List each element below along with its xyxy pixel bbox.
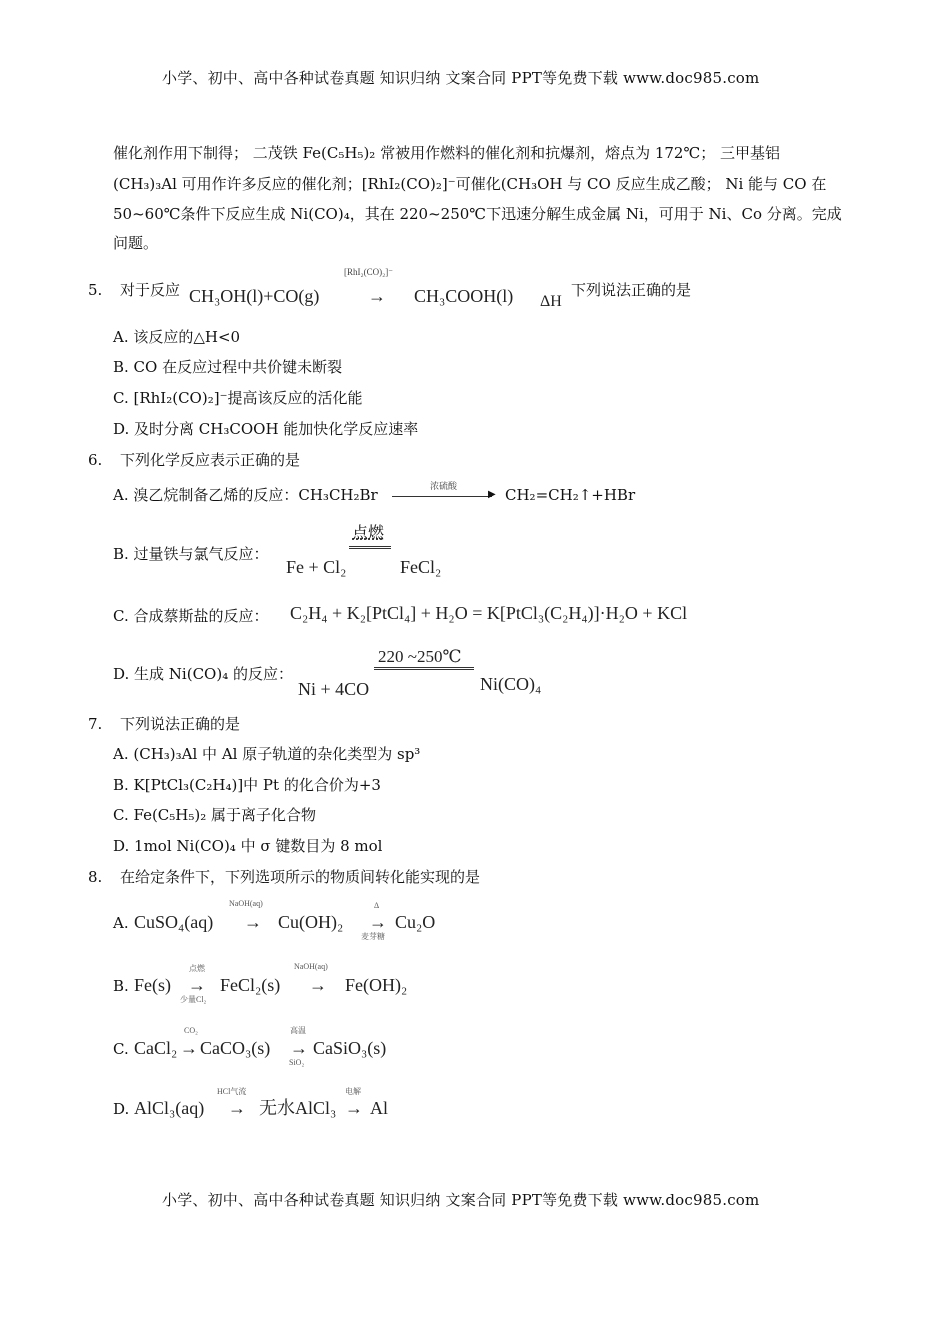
q5-option-d: D. 及时分离 CH₃COOH 能加快化学反应速率: [113, 420, 419, 438]
intro-line-2: (CH₃)₃Al 可用作许多反应的催化剂；[RhI₂(CO)₂]⁻可催化(CH₃OH 与 CO 反应生成乙酸； Ni 能与 CO 在: [113, 175, 827, 193]
q8-option-d-arrow1: →: [228, 1098, 246, 1118]
q6-number: 6.: [88, 451, 103, 469]
page-footer: 小学、初中、高中各种试卷真题 知识归纳 文案合同 PPT等免费下载 www.doc985.com: [162, 1191, 760, 1209]
q6-option-d-right: Ni(CO)₄: [480, 674, 542, 694]
q7-number: 7.: [88, 715, 103, 733]
q5-option-c: C. [RhI₂(CO)₂]⁻提高该反应的活化能: [113, 389, 363, 407]
q8-option-a-label: A.: [113, 914, 129, 932]
q8-option-b-arrow1: →: [188, 975, 206, 995]
q7-option-a: A. (CH₃)₃Al 中 Al 原子轨道的杂化类型为 sp³: [113, 745, 421, 763]
q5-catalyst: [RhI₂(CO)₂]⁻: [344, 267, 394, 277]
q5-stem-suffix: 下列说法正确的是: [571, 281, 692, 299]
q5-eq-right: CH₃COOH(l): [414, 286, 514, 306]
q6-option-d-left: Ni + 4CO: [298, 679, 370, 699]
q6-stem: 下列化学反应表示正确的是: [120, 451, 301, 469]
q8-number: 8.: [88, 868, 103, 886]
q5-option-b: B. CO 在反应过程中共价键未断裂: [113, 358, 343, 376]
q8-option-b-s3: Fe(OH)₂: [345, 975, 408, 995]
q6-option-c-equation: C₂H₄ + K₂[PtCl₄] + H₂O = K[PtCl₃(C₂H₄)]·H₂O + KCl: [290, 603, 688, 623]
q8-option-b-label: B.: [113, 977, 129, 995]
q7-option-c: C. Fe(C₅H₅)₂ 属于离子化合物: [113, 806, 317, 824]
q8-option-a-s1: CuSO₄(aq): [134, 912, 214, 932]
q6-option-a-product: CH₂=CH₂↑+HBr: [505, 486, 636, 504]
q8-option-d-arrow2: →: [345, 1098, 363, 1118]
q6-option-a-arrow-head: ▶: [488, 489, 496, 500]
q8-option-b-c2: NaOH(aq): [294, 962, 328, 971]
q8-option-b-s2: FeCl₂(s): [220, 975, 281, 995]
q8-option-a-s3: Cu₂O: [395, 912, 436, 932]
q8-option-a-c2-bottom: 麦芽糖: [361, 932, 385, 941]
q8-option-d-s1: AlCl₃(aq): [134, 1098, 205, 1118]
q6-option-a-arrow-line: [392, 496, 492, 497]
q8-option-b-s1: Fe(s): [134, 975, 171, 995]
q8-option-c-s1: CaCl₂: [134, 1038, 178, 1058]
q8-option-a-s2: Cu(OH)₂: [278, 912, 344, 932]
q5-option-a: A. 该反应的△H<0: [113, 328, 241, 346]
q8-option-c-arrow2: →: [290, 1038, 308, 1058]
intro-line-1: 催化剂作用下制得； 二茂铁 Fe(C₅H₅)₂ 常被用作燃料的催化剂和抗爆剂，熔点为 172℃； 三甲基铝: [113, 144, 781, 162]
q6-option-b-left: Fe + Cl₂: [286, 557, 347, 577]
q6-option-a-label: A. 溴乙烷制备乙烯的反应：CH₃CH₂Br: [113, 486, 378, 504]
q6-option-d-condition: 220 ~250℃: [378, 647, 462, 666]
q6-option-b-condition: 点燃: [352, 523, 385, 542]
q6-option-b-right: FeCl₂: [400, 557, 442, 577]
q7-option-b: B. K[PtCl₃(C₂H₄)]中 Pt 的化合价为+3: [113, 776, 381, 794]
q8-stem: 在给定条件下，下列选项所示的物质间转化能实现的是: [120, 868, 481, 886]
q8-option-a-c1: NaOH(aq): [229, 899, 263, 908]
q8-option-a-arrow2: →: [369, 912, 387, 932]
intro-line-4: 问题。: [113, 234, 159, 252]
q6-option-a-condition: 浓硫酸: [430, 481, 458, 491]
q8-option-d-c2: 电解: [345, 1087, 361, 1096]
q8-option-c-c1: CO₂: [184, 1026, 198, 1035]
q7-stem: 下列说法正确的是: [120, 715, 241, 733]
q8-option-b-arrow2: →: [309, 975, 327, 995]
q8-option-a-c2-top: Δ: [374, 901, 380, 910]
q6-option-b-equals: [349, 546, 391, 549]
q8-option-b-c1-top: 点燃: [189, 964, 205, 973]
intro-line-3: 50~60℃条件下反应生成 Ni(CO)₄，其在 220~250℃下迅速分解生成金属 Ni，可用于 Ni、Co 分离。完成: [113, 205, 842, 223]
q8-option-c-s3: CaSiO₃(s): [313, 1038, 387, 1058]
q8-option-b-c1-bottom: 少量Cl₂: [180, 995, 207, 1004]
q8-option-c-label: C.: [113, 1040, 129, 1058]
q8-option-d-s2: 无水AlCl₃: [259, 1098, 337, 1118]
q7-option-d: D. 1mol Ni(CO)₄ 中 σ 键数目为 8 mol: [113, 837, 383, 855]
q6-option-d-label: D. 生成 Ni(CO)₄ 的反应：: [113, 665, 293, 683]
q8-option-a-arrow1: →: [244, 912, 262, 932]
q8-option-d-c1: HCl气流: [217, 1087, 247, 1096]
q5-number: 5.: [88, 281, 103, 299]
q8-option-c-s2: CaCO₃(s): [200, 1038, 271, 1058]
q8-option-c-arrow1: →: [180, 1038, 198, 1058]
q8-option-c-c2-top: 高温: [290, 1026, 306, 1035]
q6-option-d-equals: [374, 667, 474, 670]
q6-option-b-label: B. 过量铁与氯气反应：: [113, 545, 269, 563]
q6-option-c-label: C. 合成蔡斯盐的反应：: [113, 607, 269, 625]
page-header: 小学、初中、高中各种试卷真题 知识归纳 文案合同 PPT等免费下载 www.doc985.com: [162, 69, 760, 87]
q8-option-d-label: D.: [113, 1100, 130, 1118]
q8-option-c-c2-bottom: SiO₂: [289, 1058, 305, 1067]
q8-option-d-s3: Al: [370, 1098, 388, 1118]
q5-delta-h: ΔH: [540, 293, 562, 310]
q5-eq-left: CH₃OH(l)+CO(g): [189, 286, 320, 306]
q5-arrow: →: [368, 286, 386, 306]
q5-stem-prefix: 对于反应: [120, 281, 181, 299]
